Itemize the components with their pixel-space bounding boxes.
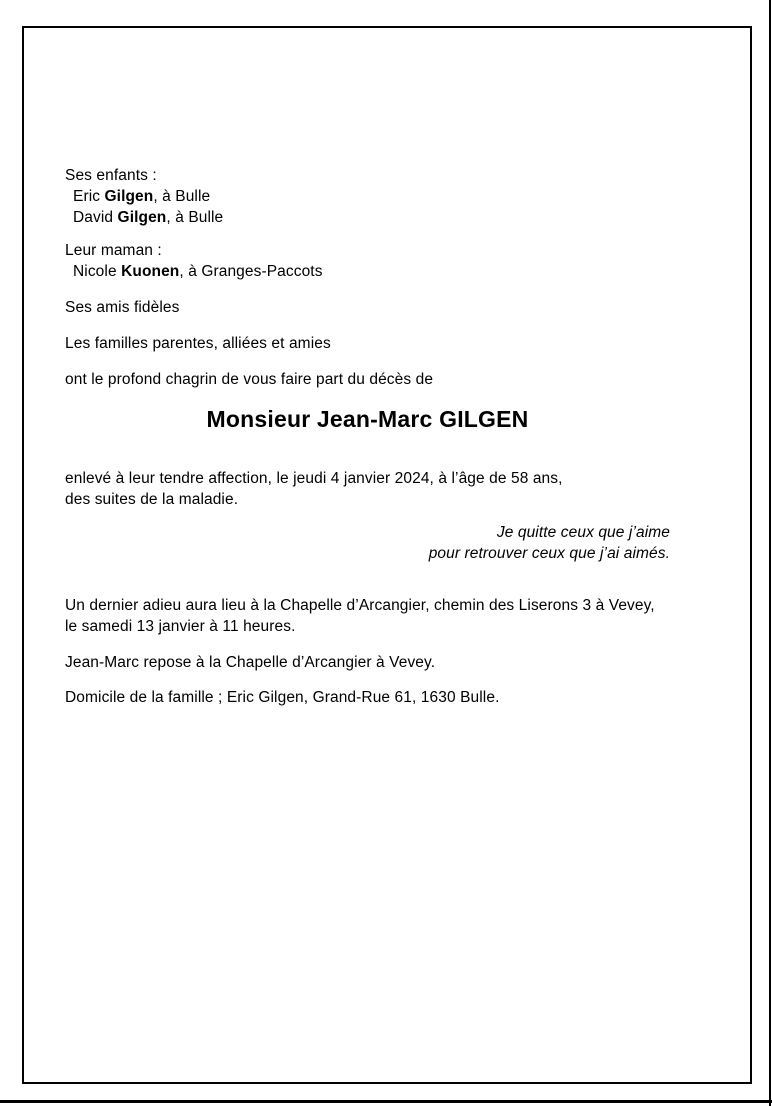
ceremony-line1: Un dernier adieu aura lieu à la Chapelle d’Arcangier, chemin des Liserons 3 à Vevey, [65,597,655,614]
epitaph-line1: Je quitte ceux que j’aime [496,524,670,541]
child-line: David Gilgen, à Bulle [73,209,224,226]
mother-section [65,240,670,282]
deceased-name-title: Monsieur Jean-Marc GILGEN [206,406,529,432]
epitaph-quote [65,522,670,564]
announcement-page [22,26,752,1084]
repose-line: Jean-Marc repose à la Chapelle d’Arcangier à Vevey. [65,654,436,671]
intro-line: ont le profond chagrin de vous faire part du décès de [65,371,434,388]
page-edge-line-right [769,0,771,1106]
family-address-line: Domicile de la famille ; Eric Gilgen, Grand-Rue 61, 1630 Bulle. [65,689,500,706]
page-edge-line-bottom [0,1100,772,1103]
child-surname: Gilgen [104,188,154,205]
ceremony-line2: le samedi 13 janvier à 11 heures. [65,618,296,635]
mother-line: Nicole Kuonen, à Granges-Paccots [73,263,323,280]
death-details [65,468,670,510]
friends-line: Ses amis fidèles [65,299,180,316]
families-line: Les familles parentes, alliées et amies [65,335,331,352]
child-surname: Gilgen [117,209,167,226]
epitaph-line2: pour retrouver ceux que j’ai aimés. [428,545,670,562]
mother-surname: Kuonen [121,263,180,280]
child-line: Eric Gilgen, à Bulle [73,188,211,205]
ceremony-details [65,595,670,637]
death-details-line1: enlevé à leur tendre affection, le jeudi 4 janvier 2024, à l’âge de 58 ans, [65,470,563,487]
children-section [65,165,670,228]
mother-label: Leur maman : [65,242,162,259]
announcement-content [24,28,750,708]
death-details-line2: des suites de la maladie. [65,491,239,508]
children-label: Ses enfants : [65,167,157,184]
